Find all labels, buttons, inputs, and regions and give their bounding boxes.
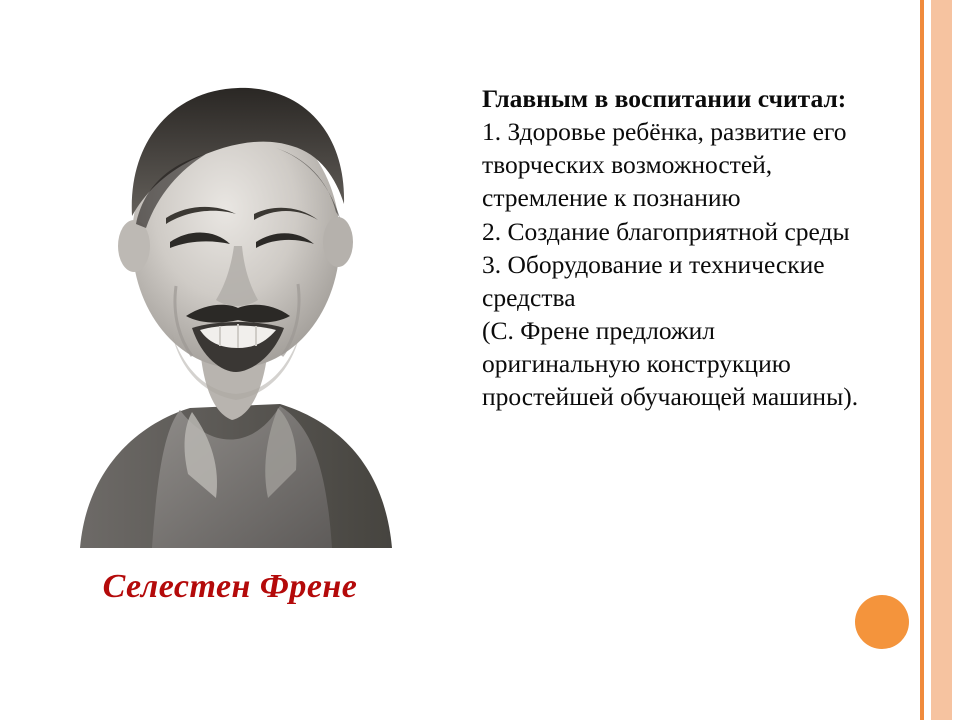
body-line-4: (С. Френе предложил оригинальную конструкцию простейшей обучающей машины).	[482, 315, 859, 412]
decorative-side-bars	[920, 0, 960, 720]
body-line-3: 3. Оборудование и технические средства	[482, 249, 825, 312]
portrait-caption: Селестен Френе	[102, 568, 358, 605]
body-line-1: 1. Здоровье ребёнка, развитие его творческих возможностей, стремление к познанию	[482, 117, 847, 213]
accent-bar-edge	[952, 0, 960, 720]
portrait-block	[40, 28, 420, 548]
body-line-heading: Главным в воспитании считал:	[482, 84, 847, 113]
accent-bar-wide	[931, 0, 952, 720]
slide-body-text	[482, 82, 874, 413]
body-line-2: 2. Создание благоприятной среды	[482, 216, 850, 246]
accent-circle	[855, 595, 909, 649]
portrait-photo-celestin-freinet	[40, 28, 420, 548]
accent-bar-gap	[924, 0, 931, 720]
